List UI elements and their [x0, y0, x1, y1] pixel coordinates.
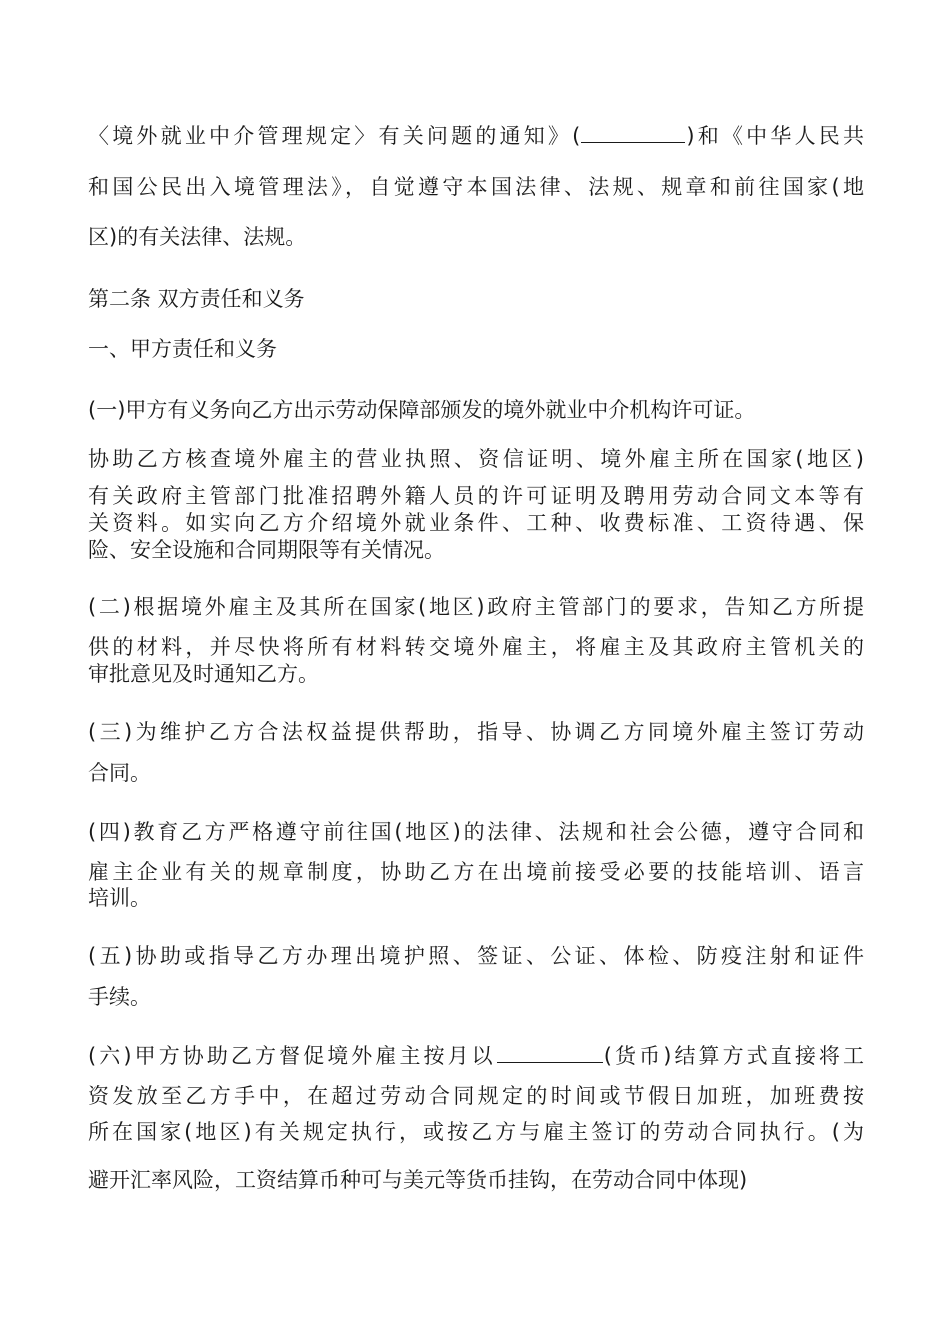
paragraph-line: (一)甲方有义务向乙方出示劳动保障部颁发的境外就业中介机构许可证。 — [88, 398, 756, 422]
paragraph-line: 和国公民出入境管理法》，自觉遵守本国法律、法规、规章和前往国家(地 — [88, 175, 864, 199]
paragraph-line: 区)的有关法律、法规。 — [88, 225, 307, 249]
section-heading: 一、甲方责任和义务 — [88, 337, 277, 361]
paragraph-line: 关资料。如实向乙方介绍境外就业条件、工种、收费标准、工资待遇、保 — [88, 511, 864, 535]
paragraph-line: 资发放至乙方手中，在超过劳动合同规定的时间或节假日加班，加班费按 — [88, 1084, 864, 1108]
paragraph-line: 培训。 — [88, 886, 151, 910]
paragraph-line: 险、安全设施和合同期限等有关情况。 — [88, 538, 445, 562]
paragraph-line: 供的材料，并尽快将所有材料转交境外雇主，将雇主及其政府主管机关的 — [88, 635, 864, 659]
paragraph-line: 雇主企业有关的规章制度，协助乙方在出境前接受必要的技能培训、语言 — [88, 860, 864, 884]
paragraph-line: (四)教育乙方严格遵守前往国(地区)的法律、法规和社会公德，遵守合同和 — [88, 820, 864, 844]
line-text-after-blank: (货币)结算方式直接将工 — [603, 1044, 864, 1068]
paragraph-line: (二)根据境外雇主及其所在国家(地区)政府主管部门的要求，告知乙方所提 — [88, 595, 864, 619]
line-text-before-blank: (六)甲方协助乙方督促境外雇主按月以 — [88, 1044, 496, 1068]
fill-in-blank — [497, 1041, 603, 1063]
paragraph-line: 审批意见及时通知乙方。 — [88, 662, 319, 686]
article-heading: 第二条 双方责任和义务 — [88, 287, 305, 311]
paragraph-line: 有关政府主管部门批准招聘外籍人员的许可证明及聘用劳动合同文本等有 — [88, 484, 864, 508]
line-text-after-blank: )和《中华人民共 — [686, 124, 864, 148]
paragraph-line: (五)协助或指导乙方办理出境护照、签证、公证、体检、防疫注射和证件 — [88, 944, 864, 968]
line-text-before-blank: 〈境外就业中介管理规定〉有关问题的通知》( — [88, 124, 581, 148]
paragraph-line: 合同。 — [88, 761, 151, 785]
paragraph-line: 避开汇率风险，工资结算币种可与美元等货币挂钩，在劳动合同中体现) — [88, 1168, 748, 1192]
paragraph-line — [88, 1041, 864, 1071]
fill-in-blank — [581, 121, 685, 143]
paragraph-line: 协助乙方核查境外雇主的营业执照、资信证明、境外雇主所在国家(地区) — [88, 447, 864, 471]
paragraph-line: (三)为维护乙方合法权益提供帮助，指导、协调乙方同境外雇主签订劳动 — [88, 720, 864, 744]
paragraph-line: 所在国家(地区)有关规定执行，或按乙方与雇主签订的劳动合同执行。(为 — [88, 1120, 864, 1144]
paragraph-line: 手续。 — [88, 985, 151, 1009]
paragraph-line — [88, 121, 864, 151]
